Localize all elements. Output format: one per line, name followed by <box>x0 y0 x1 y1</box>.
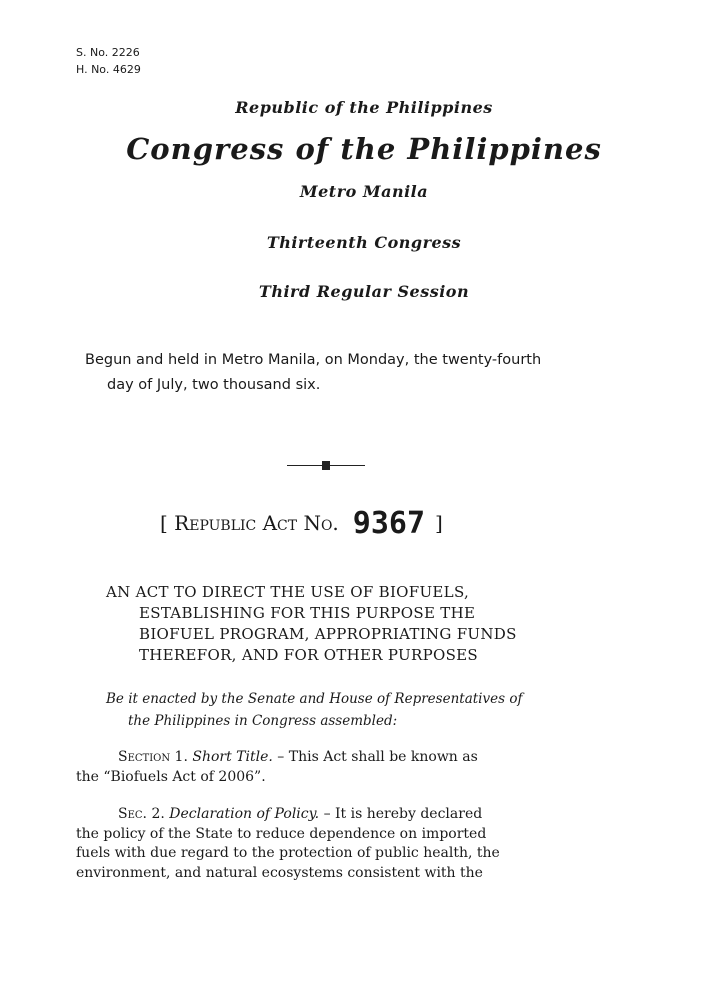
section-2-line: fuels with due regard to the protection of public health, the <box>76 845 500 861</box>
section-2-line: environment, and natural ecosystems consistent with the <box>76 864 483 881</box>
house-bill-number: H. No. 4629 <box>76 63 141 76</box>
section-1-label: Section 1. <box>118 749 188 765</box>
session-heading: Third Regular Session <box>258 282 470 301</box>
enacting-line-1: Be it enacted by the Senate and House of Representatives of <box>106 691 523 707</box>
act-prefix: [ Republic Act No. <box>160 511 339 535</box>
begun-line-1: Begun and held in Metro Manila, on Monday, the twenty-fourth <box>85 352 542 368</box>
title-line: THEREFOR, AND FOR OTHER PURPOSES <box>139 646 478 664</box>
begun-line-2: day of July, two thousand six. <box>107 377 321 393</box>
thirteenth-congress-heading: Thirteenth Congress <box>266 233 462 252</box>
section-1 <box>76 748 676 787</box>
act-suffix: ] <box>435 511 443 535</box>
title-line: AN ACT TO DIRECT THE USE OF BIOFUELS, <box>106 583 470 601</box>
act-title <box>106 582 686 666</box>
title-line: ESTABLISHING FOR THIS PURPOSE THE <box>139 604 476 622</box>
republic-act-number <box>160 506 443 541</box>
metro-manila-heading: Metro Manila <box>299 182 429 201</box>
bill-numbers <box>76 44 141 78</box>
section-2 <box>76 805 676 883</box>
senate-bill-number: S. No. 2226 <box>76 46 140 59</box>
divider-ornament <box>322 461 330 470</box>
congress-heading: Congress of the Philippines <box>126 132 602 166</box>
section-2-heading: Declaration of Policy. <box>169 806 320 822</box>
section-2-line: the policy of the State to reduce dependence on imported <box>76 825 487 842</box>
section-1-heading: Short Title. <box>192 749 273 765</box>
section-1-text-line-2: the “Biofuels Act of 2006”. <box>76 768 266 785</box>
section-2-label: Sec. 2. <box>118 806 165 822</box>
republic-heading: Republic of the Philippines <box>235 98 493 117</box>
section-2-text: – It is hereby declared <box>319 806 483 822</box>
section-1-text: – This Act shall be known as <box>272 749 478 765</box>
enacting-line-2: the Philippines in Congress assembled: <box>128 713 398 729</box>
title-line: BIOFUEL PROGRAM, APPROPRIATING FUNDS <box>139 625 517 643</box>
enacting-clause <box>106 688 686 732</box>
begun-statement <box>85 348 665 398</box>
act-number: 9367 <box>352 506 426 541</box>
